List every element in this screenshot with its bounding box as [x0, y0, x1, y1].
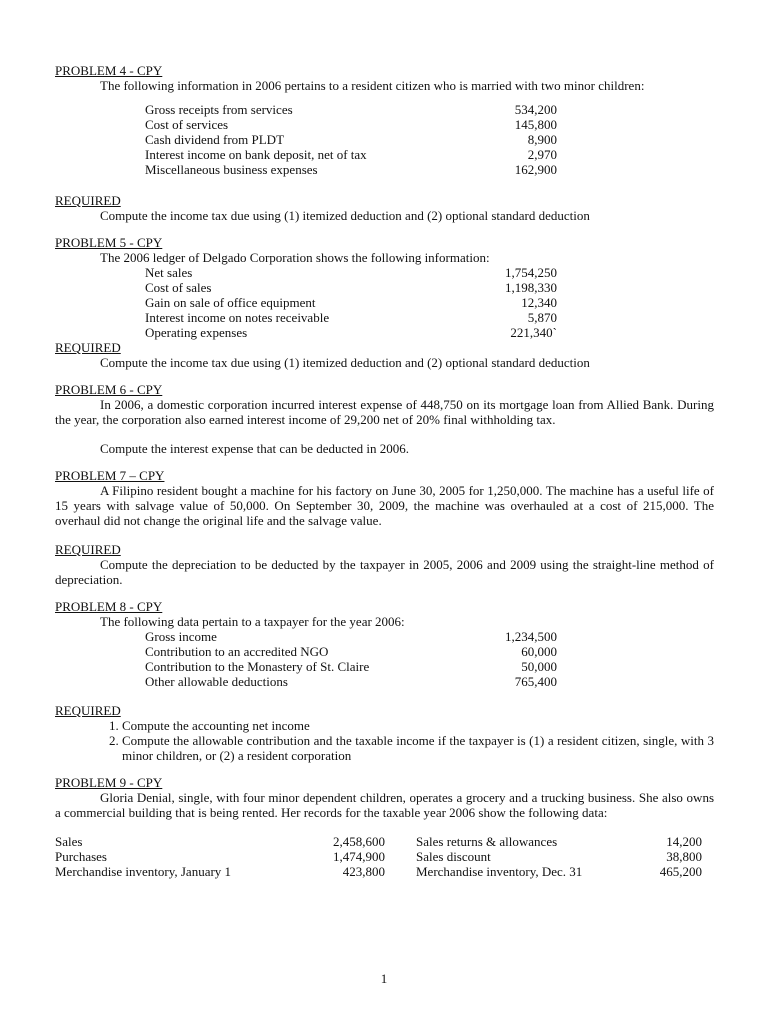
list-item: 2. Compute the allowable contribution and the taxable income if the taxpayer is (1) a resident citizen, single, with 3 minor children, or (2) a resident corporation — [122, 733, 714, 763]
item-label: Cost of services — [145, 117, 229, 132]
problem-9-title: PROBLEM 9 - CPY — [55, 775, 163, 790]
list-item — [145, 265, 557, 280]
list-item — [145, 310, 557, 325]
row-value: 423,800 — [342, 864, 385, 879]
problem-5-required-text: Compute the income tax due using (1) itemized deduction and (2) optional standard deduction — [100, 355, 590, 370]
row-label: Sales discount — [416, 849, 491, 864]
table-row — [416, 849, 702, 864]
problem-4-required-label: REQUIRED — [55, 193, 121, 208]
item-value: 60,000 — [521, 644, 557, 659]
problem-4-title: PROBLEM 4 - CPY — [55, 63, 163, 78]
item-label: Contribution to an accredited NGO — [145, 644, 329, 659]
item-label: Other allowable deductions — [145, 674, 288, 689]
list-item — [145, 659, 557, 674]
table-row — [55, 834, 385, 849]
list-item — [145, 629, 557, 644]
item-value: 2,970 — [527, 147, 557, 162]
row-value: 465,200 — [659, 864, 702, 879]
list-item — [145, 280, 557, 295]
document-page — [55, 63, 714, 891]
table-row — [55, 849, 385, 864]
problem-8-intro: The following data pertain to a taxpayer for the year 2006: — [100, 614, 405, 629]
item-value: 221,340` — [510, 325, 557, 340]
problem-5-items — [145, 265, 557, 340]
item-value: 1,234,500 — [505, 629, 557, 644]
problem-8-items — [145, 629, 557, 689]
item-label: Gain on sale of office equipment — [145, 295, 316, 310]
list-item — [145, 147, 557, 162]
item-value: 12,340 — [521, 295, 557, 310]
item-label: Miscellaneous business expenses — [145, 162, 318, 177]
row-value: 38,800 — [666, 849, 702, 864]
row-label: Sales returns & allowances — [416, 834, 558, 849]
item-label: Interest income on bank deposit, net of tax — [145, 147, 367, 162]
item-value: 5,870 — [527, 310, 557, 325]
problem-4-required-text: Compute the income tax due using (1) itemized deduction and (2) optional standard deduction — [100, 208, 590, 223]
row-label: Sales — [55, 834, 83, 849]
row-value: 2,458,600 — [333, 834, 385, 849]
problem-8-required-list — [55, 718, 714, 763]
page-number: 1 — [380, 971, 388, 986]
problem-7-title: PROBLEM 7 – CPY — [55, 468, 165, 483]
problem-6 — [55, 382, 714, 456]
row-label: Merchandise inventory, Dec. 31 — [416, 864, 583, 879]
problem-7 — [55, 468, 714, 587]
problem-9-right-column — [416, 834, 702, 879]
problem-6-title: PROBLEM 6 - CPY — [55, 382, 163, 397]
item-value: 145,800 — [514, 117, 557, 132]
item-value: 162,900 — [514, 162, 557, 177]
item-value: 8,900 — [527, 132, 557, 147]
item-label: Interest income on notes receivable — [145, 310, 330, 325]
problem-8 — [55, 599, 714, 763]
problem-5-title: PROBLEM 5 - CPY — [55, 235, 163, 250]
list-item — [145, 325, 557, 340]
item-label: Cost of sales — [145, 280, 212, 295]
problem-9-data-table — [55, 834, 714, 879]
list-item — [145, 295, 557, 310]
list-item — [145, 102, 557, 117]
item-label: Gross receipts from services — [145, 102, 293, 117]
item-label: Net sales — [145, 265, 193, 280]
problem-5 — [55, 235, 714, 370]
item-value: 1,198,330 — [505, 280, 557, 295]
problem-9 — [55, 775, 714, 879]
row-label: Purchases — [55, 849, 107, 864]
item-value: 50,000 — [521, 659, 557, 674]
list-item — [145, 117, 557, 132]
problem-4-items — [145, 102, 557, 177]
item-label: Operating expenses — [145, 325, 248, 340]
item-label: Cash dividend from PLDT — [145, 132, 285, 147]
item-label: Gross income — [145, 629, 217, 644]
problem-5-required-label: REQUIRED — [55, 340, 121, 355]
table-row — [416, 834, 702, 849]
problem-6-question: Compute the interest expense that can be deducted in 2006. — [100, 441, 410, 456]
item-label: Contribution to the Monastery of St. Claire — [145, 659, 370, 674]
problem-7-paragraph: A Filipino resident bought a machine for his factory on June 30, 2005 for 1,250,000. The machine has a useful life of 15 years with salvage value of 50,000. On September 30, 2009, the machine was overhauled at a cost of 215,000. The overhaul did not change the original life and the salvage value. — [55, 483, 714, 528]
table-row — [416, 864, 702, 879]
problem-4-intro: The following information in 2006 pertains to a resident citizen who is married with two minor children: — [100, 78, 645, 93]
item-value: 1,754,250 — [505, 265, 557, 280]
problem-5-intro: The 2006 ledger of Delgado Corporation shows the following information: — [100, 250, 490, 265]
problem-8-title: PROBLEM 8 - CPY — [55, 599, 163, 614]
row-value: 14,200 — [666, 834, 702, 849]
problem-7-required-text: Compute the depreciation to be deducted by the taxpayer in 2005, 2006 and 2009 using the straight-line method of depreciation. — [55, 557, 714, 587]
list-item — [145, 162, 557, 177]
problem-9-left-column — [55, 834, 385, 879]
row-value: 1,474,900 — [333, 849, 385, 864]
list-item — [145, 674, 557, 689]
list-item — [145, 644, 557, 659]
item-value: 534,200 — [514, 102, 557, 117]
problem-6-paragraph: In 2006, a domestic corporation incurred interest expense of 448,750 on its mortgage loan from Allied Bank. During the year, the corporation also earned interest income of 29,200 net of 20% final withholding tax. — [55, 397, 714, 427]
table-row — [55, 864, 385, 879]
row-label: Merchandise inventory, January 1 — [55, 864, 232, 879]
problem-7-required-label: REQUIRED — [55, 542, 121, 557]
problem-8-required-label: REQUIRED — [55, 703, 121, 718]
item-value: 765,400 — [514, 674, 557, 689]
problem-4 — [55, 63, 714, 223]
list-item: 1. Compute the accounting net income — [122, 718, 714, 733]
list-item — [145, 132, 557, 147]
problem-9-paragraph: Gloria Denial, single, with four minor dependent children, operates a grocery and a trucking business. She also owns a commercial building that is being rented. Her records for the taxable year 2006 show the following data: — [55, 790, 714, 820]
